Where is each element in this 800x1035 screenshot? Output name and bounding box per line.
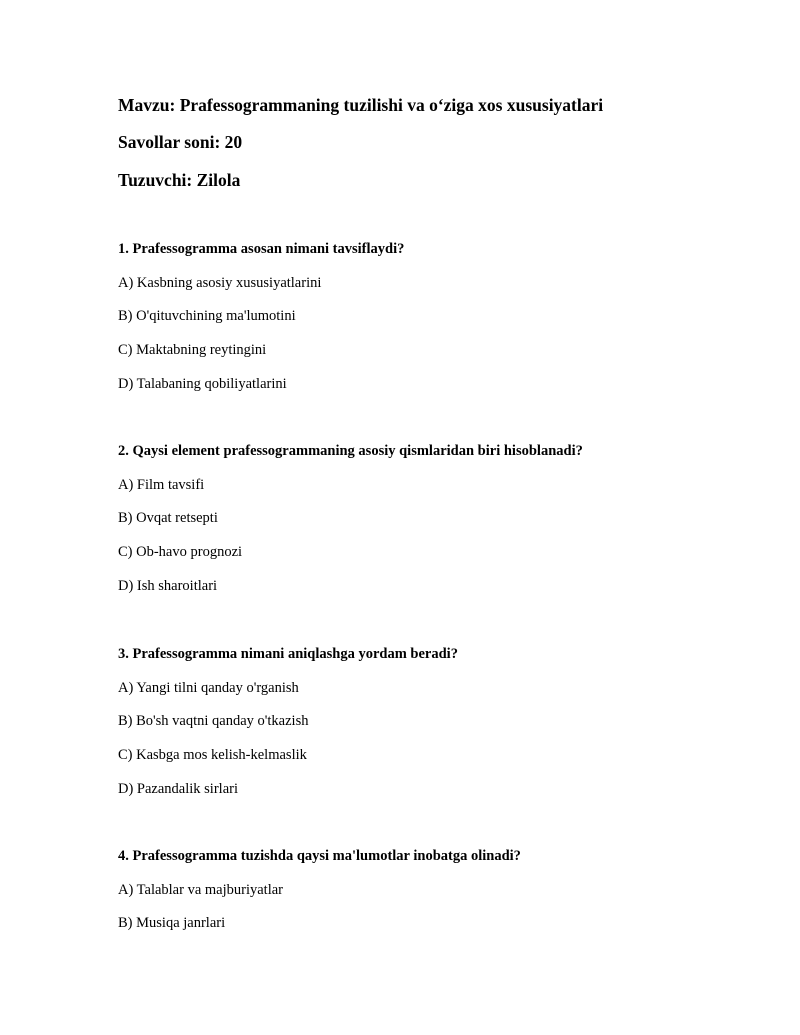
answer-option-c: C) Maktabning reytingini (118, 342, 267, 359)
question-count-heading: Savollar soni: 20 (118, 132, 243, 152)
question-1 (118, 239, 758, 394)
question-text: 2. Qaysi element prafessogrammaning asosiy qismlaridan biri hisoblanadi? (118, 443, 583, 459)
question-text: 1. Prafessogramma asosan nimani tavsiflaydi? (118, 241, 405, 257)
answer-option-d: D) Talabaning qobiliyatlarini (118, 375, 287, 392)
answer-option-d: D) Ish sharoitlari (118, 577, 218, 594)
topic-heading: Mavzu: Prafessogrammaning tuzilishi va o‘ziga xos xususiyatlari (118, 95, 604, 115)
question-2 (118, 441, 758, 596)
answer-option-a: A) Film tavsifi (118, 476, 205, 493)
answer-option-a: A) Kasbning asosiy xususiyatlarini (118, 274, 322, 291)
question-text: 4. Prafessogramma tuzishda qaysi ma'lumotlar inobatga olinadi? (118, 848, 521, 864)
answer-option-a: A) Yangi tilni qanday o'rganish (118, 679, 299, 696)
question-4 (118, 846, 758, 933)
question-3 (118, 644, 758, 799)
answer-option-b: B) O'qituvchining ma'lumotini (118, 308, 296, 325)
answer-option-a: A) Talablar va majburiyatlar (118, 881, 283, 898)
answer-option-c: C) Ob-havo prognozi (118, 544, 243, 561)
answer-option-d: D) Pazandalik sirlari (118, 780, 238, 797)
answer-option-b: B) Musiqa janrlari (118, 915, 226, 932)
question-text: 3. Prafessogramma nimani aniqlashga yordam beradi? (118, 646, 458, 662)
answer-option-c: C) Kasbga mos kelish-kelmaslik (118, 747, 307, 764)
answer-option-b: B) Ovqat retsepti (118, 510, 218, 527)
answer-option-b: B) Bo'sh vaqtni qanday o'tkazish (118, 713, 309, 730)
author-heading: Tuzuvchi: Zilola (118, 170, 241, 190)
